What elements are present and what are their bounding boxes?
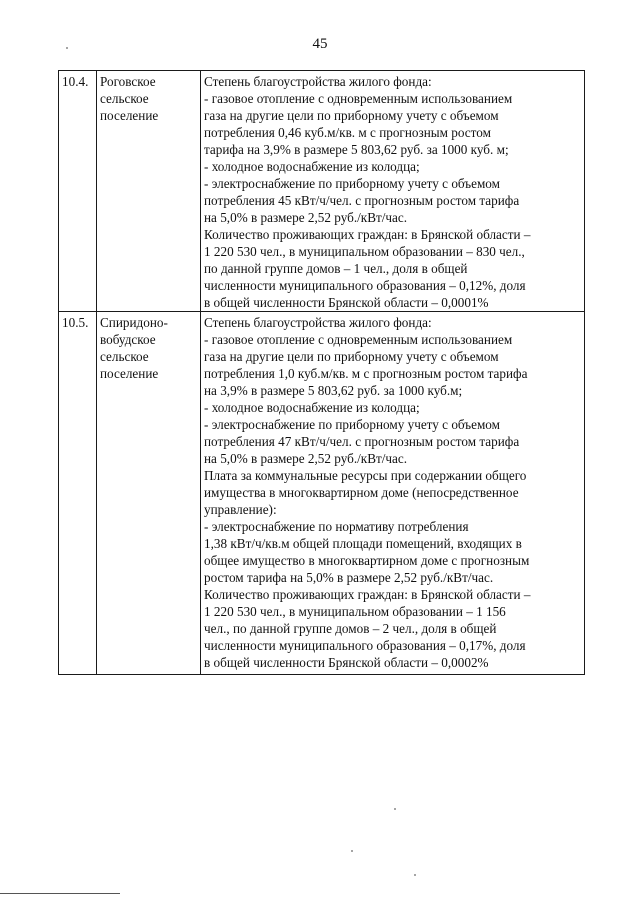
settlement-name	[97, 312, 201, 675]
description-line: управление):	[204, 502, 277, 517]
description-line: на 5,0% в размере 2,52 руб./кВт/час.	[204, 210, 408, 225]
description-line: общее имущество в многоквартирном доме с прогнозным	[204, 553, 530, 568]
scan-speck	[394, 808, 396, 810]
description-line: на 5,0% в размере 2,52 руб./кВт/час.	[204, 451, 408, 466]
description-line: газа на другие цели по приборному учету с объемом	[204, 349, 499, 364]
description-line: 1 220 530 чел., в муниципальном образовании – 1 156	[204, 604, 506, 619]
description-cell	[201, 312, 585, 675]
description-line: - электроснабжение по приборному учету с объемом	[204, 176, 500, 191]
description-line: потребления 1,0 куб.м/кв. м с прогнозным ростом тарифа	[204, 366, 528, 381]
description-line: чел., по данной группе домов – 2 чел., доля в общей	[204, 621, 497, 636]
footer-rule	[0, 893, 120, 894]
scan-speck	[66, 47, 68, 49]
description-line: - газовое отопление с одновременным использованием	[204, 332, 513, 347]
description-cell	[201, 71, 585, 312]
description-line: по данной группе домов – 1 чел., доля в общей	[204, 261, 468, 276]
description-line: - холодное водоснабжение из колодца;	[204, 400, 420, 415]
table-row	[59, 312, 585, 675]
description-line: в общей численности Брянской области – 0,0001%	[204, 295, 489, 310]
description-line: Степень благоустройства жилого фонда:	[204, 74, 432, 89]
description-line: на 3,9% в размере 5 803,62 руб. за 1000 куб.м;	[204, 383, 463, 398]
description-line: численности муниципального образования – 0,17%, доля	[204, 638, 526, 653]
description-line: потребления 45 кВт/ч/чел. с прогнозным ростом тарифа	[204, 193, 520, 208]
settlement-name	[97, 71, 201, 312]
description-line: Степень благоустройства жилого фонда:	[204, 315, 432, 330]
description-line: тарифа на 3,9% в размере 5 803,62 руб. за 1000 куб. м;	[204, 142, 509, 157]
row-number: 10.5.	[59, 312, 97, 675]
description-line: - электроснабжение по нормативу потребления	[204, 519, 469, 534]
settlement-name-line: вобудское	[100, 332, 156, 347]
description-line: Количество проживающих граждан: в Брянской области –	[204, 227, 531, 242]
description-line: газа на другие цели по приборному учету с объемом	[204, 108, 499, 123]
settlements-table	[58, 70, 585, 675]
description-line: Плата за коммунальные ресурсы при содержании общего	[204, 468, 527, 483]
settlement-name-line: Роговское	[100, 74, 156, 89]
description-line: ростом тарифа на 5,0% в размере 2,52 руб./кВт/час.	[204, 570, 494, 585]
settlement-name-line: поселение	[100, 108, 159, 123]
table-row	[59, 71, 585, 312]
description-line: 1 220 530 чел., в муниципальном образовании – 830 чел.,	[204, 244, 525, 259]
description-line: в общей численности Брянской области – 0,0002%	[204, 655, 489, 670]
scan-speck	[414, 874, 416, 876]
description-line: - холодное водоснабжение из колодца;	[204, 159, 420, 174]
description-line: 1,38 кВт/ч/кв.м общей площади помещений, входящих в	[204, 536, 522, 551]
description-line: потребления 47 кВт/ч/чел. с прогнозным ростом тарифа	[204, 434, 520, 449]
row-number: 10.4.	[59, 71, 97, 312]
settlement-name-line: поселение	[100, 366, 159, 381]
description-line: - электроснабжение по приборному учету с объемом	[204, 417, 500, 432]
settlement-name-line: Спиридоно-	[100, 315, 168, 330]
settlement-name-line: сельское	[100, 349, 149, 364]
page-number: 45	[312, 36, 328, 52]
description-line: имущества в многоквартирном доме (непосредственное	[204, 485, 519, 500]
settlement-name-line: сельское	[100, 91, 149, 106]
description-line: численности муниципального образования – 0,12%, доля	[204, 278, 526, 293]
description-line: потребления 0,46 куб.м/кв. м с прогнозным ростом	[204, 125, 491, 140]
description-line: Количество проживающих граждан: в Брянской области –	[204, 587, 531, 602]
scan-speck	[351, 850, 353, 852]
description-line: - газовое отопление с одновременным использованием	[204, 91, 513, 106]
